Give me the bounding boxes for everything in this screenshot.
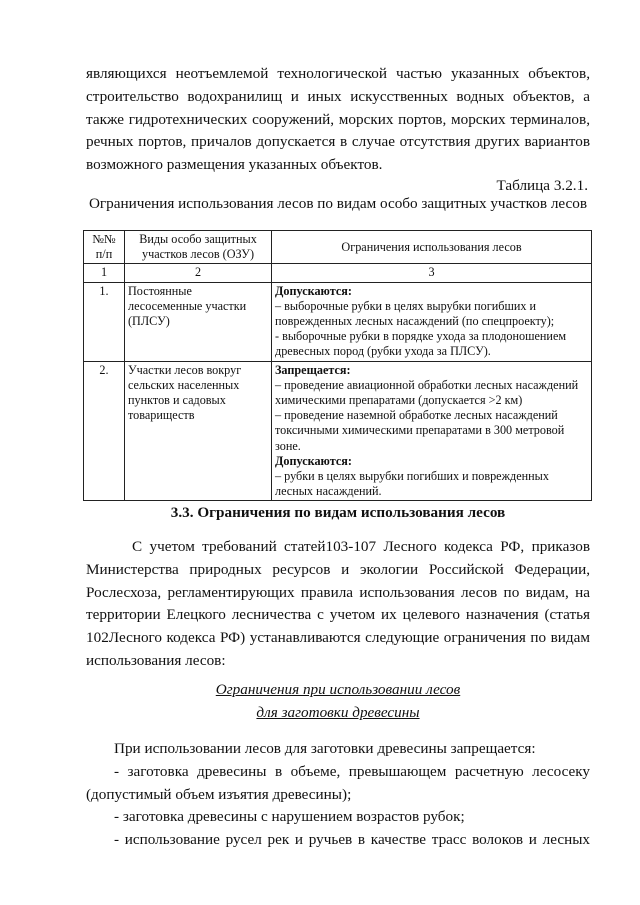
section-title: 3.3. Ограничения по видам использования лесов — [170, 504, 506, 521]
text-line: возможного размещения указанных объектов. — [86, 156, 383, 174]
text-line: (допустимый объем изъятия древесины); — [86, 785, 352, 803]
intro-paragraph — [86, 63, 590, 177]
restriction-heading: Запрещается: — [275, 362, 351, 377]
text-line: использования лесов: — [86, 651, 226, 669]
table-header-row — [84, 231, 592, 264]
column-number: 3 — [272, 264, 592, 282]
text-line: - заготовка древесины в объеме, превышающем расчетную лесосеку — [114, 762, 590, 780]
restriction-item: - выборочные рубки в порядке ухода за плодоношением древесных пород (рубки ухода за ПЛСУ). — [275, 329, 567, 359]
restriction-item: – проведение наземной обработке лесных насаждений токсичными химическими препаратами в 300 метровой зоне. — [275, 408, 565, 453]
restriction-item: – выборочные рубки в целях вырубки погибших и поврежденных лесных насаждений (по спецпроекту); — [275, 298, 555, 329]
text-line: Рослесхоза, регламентирующих правила использования лесов по видам, на — [86, 583, 590, 601]
restriction-heading: Допускаются: — [275, 453, 352, 468]
table-column-number-row — [84, 264, 592, 282]
text-line: - использование русел рек и ручьев в качестве трасс волоков и лесных — [114, 831, 590, 849]
restriction-item: – проведение авиационной обработки лесных насаждений химическими препаратами (допускается >2 км) — [275, 377, 579, 408]
row-number: 2. — [84, 361, 125, 501]
table-number: Таблица 3.2.1. — [496, 177, 588, 194]
subsection-title — [86, 679, 590, 724]
table-row — [84, 361, 592, 501]
text-line: - заготовка древесины с нарушением возрастов рубок; — [114, 808, 465, 826]
row-type: Постоянные лесосеменные участки (ПЛСУ) — [125, 282, 272, 361]
text-line: С учетом требований статей103-107 Лесного кодекса РФ, приказов — [132, 538, 590, 555]
header-cell-number: №№ п/п — [84, 231, 125, 264]
restriction-item: – рубки в целях вырубки погибших и поврежденных лесных насаждений. — [275, 469, 549, 499]
header-cell-type: Виды особо защитных участков лесов (ОЗУ) — [125, 231, 272, 264]
subsection-title-line: Ограничения при использовании лесов — [215, 681, 461, 698]
restriction-heading: Допускаются: — [275, 283, 352, 298]
row-restrictions — [272, 361, 592, 501]
header-cell-restrictions: Ограничения использования лесов — [272, 231, 592, 264]
text-line: являющихся неотъемлемой технологической частью указанных объектов, — [86, 65, 590, 82]
text-line: строительство водохранилищ и иных искусственных водных объектов, а — [86, 87, 590, 105]
text-line: 102Лесного кодекса РФ) устанавливаются следующие ограничения по видам — [86, 629, 590, 647]
text-line: также гидротехнических сооружений, морских портов, морских терминалов, — [86, 110, 590, 128]
column-number: 1 — [84, 264, 125, 282]
harvest-paragraph — [86, 738, 590, 852]
row-restrictions — [272, 282, 592, 361]
restrictions-table — [83, 230, 592, 501]
subsection-title-line: для заготовки древесины — [256, 703, 420, 721]
column-number: 2 — [125, 264, 272, 282]
row-number: 1. — [84, 282, 125, 361]
row-type: Участки лесов вокруг сельских населенных пунктов и садовых товариществ — [125, 361, 272, 501]
text-line: речных портов, причалов допускается в случае отсутствия других вариантов — [86, 133, 590, 151]
table-row — [84, 282, 592, 361]
table-title: Ограничения использования лесов по видам особо защитных участков лесов — [88, 195, 588, 212]
section-paragraph — [86, 536, 590, 673]
text-line: Министерства природных ресурсов и экологии Российской Федерации, — [86, 560, 590, 578]
text-line: При использовании лесов для заготовки древесины запрещается: — [114, 740, 536, 757]
text-line: территории Елецкого лесничества с учетом их целевого назначения (статья — [86, 606, 590, 624]
